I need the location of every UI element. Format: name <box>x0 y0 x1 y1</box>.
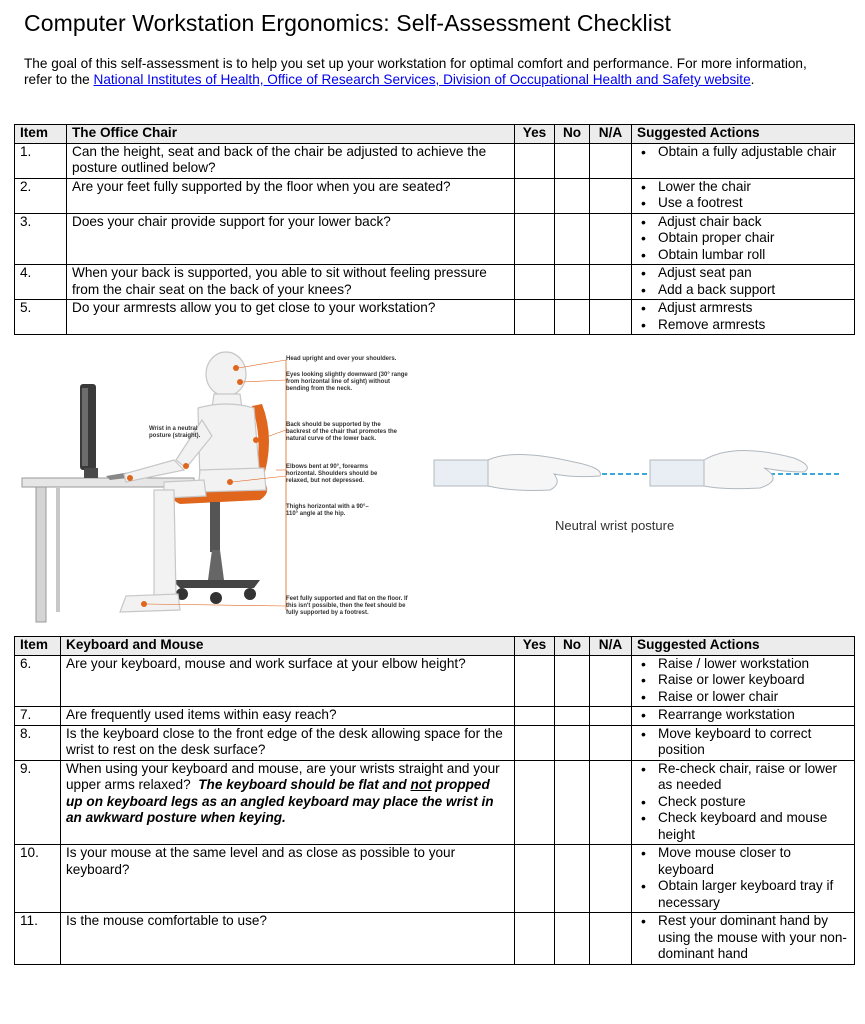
suggested-actions <box>632 300 855 335</box>
suggested-actions <box>632 845 855 913</box>
action-item: • Add a back support <box>637 282 850 299</box>
action-item: • Adjust seat pan <box>637 265 850 282</box>
table-row <box>15 213 855 265</box>
na-cell[interactable] <box>590 178 632 213</box>
yes-cell[interactable] <box>515 760 555 845</box>
no-cell[interactable] <box>555 300 590 335</box>
callout-feet: Feet fully supported and flat on the floor. If this isn't possible, then the feet should be fully supported by a footrest. <box>286 596 408 616</box>
callout-thighs: Thighs horizontal with a 90°–110° angle at the hip. <box>286 504 369 517</box>
action-item: • Use a footrest <box>637 195 850 212</box>
no-cell[interactable] <box>555 913 590 965</box>
action-item: • Obtain proper chair <box>637 230 850 247</box>
item-number: 8. <box>15 725 61 760</box>
suggested-actions <box>632 143 855 178</box>
action-item: • Adjust chair back <box>637 214 850 231</box>
question-text: Does your chair provide support for your lower back? <box>67 213 515 265</box>
na-cell[interactable] <box>590 760 632 845</box>
na-cell[interactable] <box>590 143 632 178</box>
keyboard-mouse-table <box>14 636 855 965</box>
yes-cell[interactable] <box>515 655 555 707</box>
na-cell[interactable] <box>590 300 632 335</box>
no-cell[interactable] <box>555 655 590 707</box>
table-row <box>15 178 855 213</box>
item-number: 11. <box>15 913 61 965</box>
na-cell[interactable] <box>590 845 632 913</box>
suggested-actions <box>632 707 855 726</box>
item-number: 4. <box>15 265 67 300</box>
action-item: • Re-check chair, raise or lower as needed <box>637 761 850 794</box>
no-cell[interactable] <box>555 845 590 913</box>
header-actions: Suggested Actions <box>632 125 855 144</box>
no-cell[interactable] <box>555 707 590 726</box>
na-cell[interactable] <box>590 655 632 707</box>
yes-cell[interactable] <box>515 707 555 726</box>
header-no: No <box>555 637 590 656</box>
table-row <box>15 725 855 760</box>
question-text: Are your keyboard, mouse and work surface at your elbow height? <box>61 655 515 707</box>
na-cell[interactable] <box>590 265 632 300</box>
na-cell[interactable] <box>590 213 632 265</box>
note-part-a: The keyboard should be flat and <box>198 777 411 792</box>
table-header-row <box>15 637 855 656</box>
seated-posture-drawing <box>14 350 854 632</box>
monitor-icon <box>80 384 160 480</box>
item-number: 6. <box>15 655 61 707</box>
action-item: • Raise / lower workstation <box>637 656 850 673</box>
question-text <box>61 760 515 845</box>
yes-cell[interactable] <box>515 143 555 178</box>
question-text: Can the height, seat and back of the chair be adjusted to achieve the posture outlined below? <box>67 143 515 178</box>
na-cell[interactable] <box>590 707 632 726</box>
no-cell[interactable] <box>555 760 590 845</box>
table-header-row <box>15 125 855 144</box>
question-text: When your back is supported, you able to sit without feeling pressure from the chair seat on the back of your knees? <box>67 265 515 300</box>
na-cell[interactable] <box>590 913 632 965</box>
note-not: not <box>410 777 432 792</box>
callout-eyes: Eyes looking slightly downward (30° range from horizontal line of sight) without bending from the neck. <box>286 372 408 392</box>
no-cell[interactable] <box>555 213 590 265</box>
header-topic: Keyboard and Mouse <box>61 637 515 656</box>
no-cell[interactable] <box>555 725 590 760</box>
table-row <box>15 265 855 300</box>
item-number: 3. <box>15 213 67 265</box>
action-item: • Lower the chair <box>637 179 850 196</box>
table-row <box>15 913 855 965</box>
callout-back: Back should be supported by the backrest of the chair that promotes the natural curve of the lower back. <box>286 422 398 442</box>
suggested-actions <box>632 213 855 265</box>
action-item: • Check posture <box>637 794 850 811</box>
suggested-actions <box>632 265 855 300</box>
item-number: 5. <box>15 300 67 335</box>
no-cell[interactable] <box>555 178 590 213</box>
question-text: Are frequently used items within easy reach? <box>61 707 515 726</box>
question-text: Are your feet fully supported by the floor when you are seated? <box>67 178 515 213</box>
question-text: Do your armrests allow you to get close to your workstation? <box>67 300 515 335</box>
office-chair-table <box>14 124 855 335</box>
yes-cell[interactable] <box>515 300 555 335</box>
suggested-actions <box>632 725 855 760</box>
yes-cell[interactable] <box>515 913 555 965</box>
question-text: Is the keyboard close to the front edge of the desk allowing space for the wrist to rest on the desk surface? <box>61 725 515 760</box>
suggested-actions <box>632 760 855 845</box>
nih-link[interactable]: National Institutes of Health, Office of Research Services, Division of Occupational Health and Safety website <box>93 72 751 87</box>
header-no: No <box>555 125 590 144</box>
question-text: Is your mouse at the same level and as close as possible to your keyboard? <box>61 845 515 913</box>
suggested-actions <box>632 655 855 707</box>
action-item: • Move keyboard to correct position <box>637 726 850 759</box>
yes-cell[interactable] <box>515 265 555 300</box>
no-cell[interactable] <box>555 143 590 178</box>
yes-cell[interactable] <box>515 845 555 913</box>
action-item: • Move mouse closer to keyboard <box>637 845 850 878</box>
yes-cell[interactable] <box>515 178 555 213</box>
posture-illustration <box>14 350 854 632</box>
intro-end: . <box>750 72 755 87</box>
suggested-actions <box>632 913 855 965</box>
header-actions: Suggested Actions <box>632 637 855 656</box>
action-item: • Obtain larger keyboard tray if necessary <box>637 878 850 911</box>
action-item: • Remove armrests <box>637 317 850 334</box>
note-part-b: propped up on keyboard legs as an angled keyboard may place the wrist in an awkward posture when keying. <box>66 777 494 825</box>
header-na: N/A <box>590 637 632 656</box>
header-topic: The Office Chair <box>67 125 515 144</box>
intro-text: The goal of this self-assessment is to help you set up your workstation for optimal comfort and performance. For more information, refer to the <box>24 56 807 87</box>
table-row <box>15 143 855 178</box>
item-number: 2. <box>15 178 67 213</box>
table-row <box>15 760 855 845</box>
intro-paragraph <box>24 56 824 88</box>
item-number: 1. <box>15 143 67 178</box>
item-number: 9. <box>15 760 61 845</box>
action-item: • Raise or lower chair <box>637 689 850 706</box>
question-text: Is the mouse comfortable to use? <box>61 913 515 965</box>
action-item: • Obtain a fully adjustable chair <box>637 144 850 161</box>
table-row <box>15 300 855 335</box>
table-row <box>15 707 855 726</box>
neutral-wrist-label: Neutral wrist posture <box>555 518 675 533</box>
item-number: 10. <box>15 845 61 913</box>
question-text-main: When using your keyboard and mouse, are your wrists straight and your upper arms relaxed? <box>66 760 500 792</box>
action-item: • Adjust armrests <box>637 300 850 317</box>
table-row <box>15 655 855 707</box>
no-cell[interactable] <box>555 265 590 300</box>
action-item: • Obtain lumbar roll <box>637 247 850 264</box>
na-cell[interactable] <box>590 725 632 760</box>
header-na: N/A <box>590 125 632 144</box>
page-title: Computer Workstation Ergonomics: Self-Assessment Checklist <box>24 10 672 36</box>
action-item: • Rearrange workstation <box>637 707 850 724</box>
header-item: Item <box>15 637 61 656</box>
item-number: 7. <box>15 707 61 726</box>
suggested-actions <box>632 178 855 213</box>
neutral-wrist-diagram <box>434 450 839 490</box>
yes-cell[interactable] <box>515 213 555 265</box>
header-yes: Yes <box>515 125 555 144</box>
action-item: • Raise or lower keyboard <box>637 672 850 689</box>
yes-cell[interactable] <box>515 725 555 760</box>
callout-wrist: Wrist in a neutral posture (straight). <box>149 426 201 439</box>
header-item: Item <box>15 125 67 144</box>
header-yes: Yes <box>515 637 555 656</box>
action-item: • Rest your dominant hand by using the mouse with your non-dominant hand <box>637 913 850 963</box>
callout-head: Head upright and over your shoulders. <box>286 356 397 362</box>
callout-elbows: Elbows bent at 90°, forearms horizontal. Shoulders should be relaxed, but not depressed. <box>286 464 378 484</box>
action-item: • Check keyboard and mouse height <box>637 810 850 843</box>
table-row <box>15 845 855 913</box>
